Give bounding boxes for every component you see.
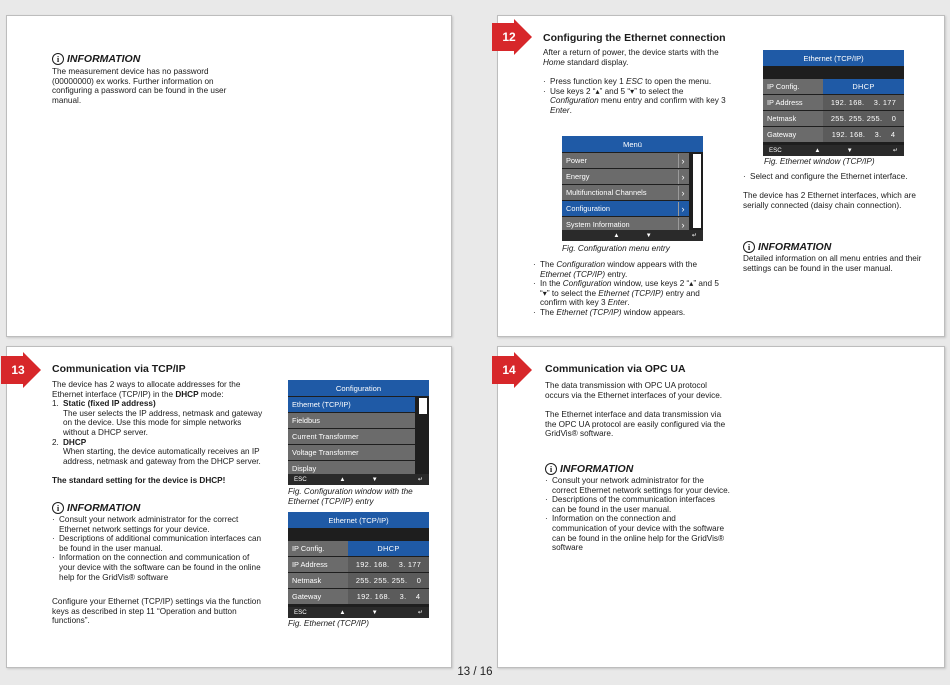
info-list [52, 515, 264, 582]
step-number: 12 [502, 30, 516, 44]
screen-footer [288, 474, 429, 485]
screen-footer [562, 230, 703, 241]
menu-item[interactable] [288, 445, 415, 460]
info-text: Detailed information on all menu entries and their settings can be found in the user manual. [743, 254, 922, 273]
info-heading [743, 241, 933, 253]
setting-label: IP Config. [288, 541, 348, 556]
info-heading [545, 463, 730, 475]
list-item: · Descriptions of the communication interfaces can be found in the user manual. [545, 495, 730, 514]
esc-label: ESC [294, 609, 307, 616]
menu-item-label: Current Transformer [292, 432, 359, 441]
list-item: · Consult your network administrator for the correct Ethernet network settings for your device. [52, 515, 264, 534]
menu-item-label: Power [566, 156, 587, 165]
setting-label: Netmask [288, 573, 348, 588]
figure-caption: Fig. Configuration menu entry [562, 244, 670, 253]
setting-row[interactable] [763, 111, 904, 126]
setting-row[interactable] [288, 557, 429, 572]
list-item: · Press function key 1 ESC to open the menu. [543, 77, 728, 87]
menu-item[interactable] [288, 429, 415, 444]
setting-row[interactable] [763, 79, 904, 94]
page-number: 13 / 16 [457, 666, 493, 678]
step-badge [1, 352, 41, 388]
info-heading [52, 502, 264, 514]
intro-text: The device has 2 ways to allocate addresses for the Ethernet interface (TCP/IP) in the DHCP mode: [52, 380, 241, 399]
intro-text: After a return of power, the device starts with the Home standard display. [543, 48, 719, 67]
setting-value: 192. 168. 3. 177 [348, 557, 429, 572]
list-item: · Descriptions of additional communication interfaces can be found in the user manual. [52, 534, 264, 553]
setting-value: 192. 168. 3. 4 [823, 127, 904, 142]
device-ethernet-screen [763, 50, 904, 156]
menu-item-label: Voltage Transformer [292, 448, 359, 457]
list-item: · In the Configuration window, use keys 2 “▴” and 5 “▾” to select the Ethernet (TCP/IP) entry and confirm with key 3 Enter. [533, 279, 723, 308]
chevron-right-icon: › [678, 218, 687, 232]
enter-icon: ↵ [417, 476, 423, 483]
scrollbar [419, 398, 427, 414]
arrow-up-icon: ▲ [339, 609, 346, 616]
figure-caption: Fig. Configuration window with the Ethernet (TCP/IP) entry [288, 487, 413, 506]
menu-item-label: Energy [566, 172, 590, 181]
body-text: The data transmission with OPC UA protocol occurs via the Ethernet interfaces of your device. [545, 381, 723, 400]
setting-label: IP Address [288, 557, 348, 572]
screen-title: Ethernet (TCP/IP) [763, 50, 904, 66]
menu-item[interactable] [288, 397, 415, 412]
chevron-right-icon: › [678, 202, 687, 216]
info-circle-icon: i [743, 241, 755, 253]
chevron-right-icon: › [678, 154, 687, 168]
chevron-right-icon: › [678, 186, 687, 200]
setting-value: 192. 168. 3. 177 [823, 95, 904, 110]
setting-row[interactable] [288, 589, 429, 604]
list-item: 1. Static (fixed IP address) The user selects the IP address, netmask and gateway on the device. Use this mode for simple networks without a DHCP server. [52, 399, 263, 437]
screen-title: Configuration [288, 380, 429, 396]
info-title: INFORMATION [67, 502, 141, 514]
info-title: INFORMATION [758, 241, 832, 253]
setting-label: Netmask [763, 111, 823, 126]
standard-note: The standard setting for the device is DHCP! [52, 476, 226, 486]
device-ethernet-screen [288, 512, 429, 618]
setting-value: 192. 168. 3. 4 [348, 589, 429, 604]
outro-text: Configure your Ethernet (TCP/IP) settings via the function keys as described in step 11 “Operation and button functions”. [52, 597, 261, 626]
list-item: · Consult your network administrator for the correct Ethernet network settings for your device. [545, 476, 730, 495]
info-title: INFORMATION [67, 53, 141, 65]
info-circle-icon: i [52, 53, 64, 65]
info-circle-icon: i [545, 463, 557, 475]
setting-label: Gateway [763, 127, 823, 142]
list-item: · The Ethernet (TCP/IP) window appears. [533, 308, 723, 318]
instruction-list [543, 77, 728, 115]
arrow-up-icon: ▲ [613, 232, 620, 239]
menu-item-label: Ethernet (TCP/IP) [292, 400, 351, 409]
list-item: · Information on the connection and communication of your device with the software can be found in the online help for the GridVis® software [52, 553, 264, 582]
step-number: 13 [11, 363, 25, 377]
setting-value: DHCP [348, 541, 429, 556]
setting-label: Gateway [288, 589, 348, 604]
step-12-panel [497, 15, 945, 337]
info-text: The measurement device has no password (00000000) ex works. Further information on configuring a password can be found in the user manual. [52, 67, 227, 105]
menu-item-label: Display [292, 464, 317, 473]
setting-label: IP Config. [763, 79, 823, 94]
setting-value: DHCP [823, 79, 904, 94]
section-title: Configuring the Ethernet connection [543, 32, 726, 44]
menu-item-label: Configuration [566, 204, 610, 213]
eth-bullet [743, 172, 928, 182]
screen-title: Ethernet (TCP/IP) [288, 512, 429, 528]
menu-item[interactable] [562, 201, 689, 216]
list-item: 2. DHCP When starting, the device automatically receives an IP address, netmask and gateway from the DHCP server. [52, 437, 261, 466]
info-circle-icon: i [52, 502, 64, 514]
enter-icon: ↵ [417, 609, 423, 616]
device-configuration-screen [288, 380, 429, 485]
list-item: · Use keys 2 “▴” and 5 “▾” to select the Configuration menu entry and confirm with key 3 Enter. [543, 87, 728, 116]
section-title: Communication via TCP/IP [52, 363, 186, 375]
screen-footer [288, 607, 429, 618]
enter-icon: ↵ [691, 232, 697, 239]
screen-footer [763, 145, 904, 156]
step-badge [492, 352, 532, 388]
info-title: INFORMATION [560, 463, 634, 475]
section-title: Communication via OPC UA [545, 363, 686, 375]
arrow-down-icon: ▼ [371, 609, 378, 616]
menu-item[interactable] [562, 169, 689, 184]
device-menu-screen [562, 136, 703, 241]
list-item: · The Configuration window appears with the Ethernet (TCP/IP) entry. [533, 260, 723, 279]
body-text: The Ethernet interface and data transmission via the OPC UA protocol are easily configured via the GridVis® software. [545, 410, 726, 439]
step-number: 14 [502, 363, 516, 377]
scrollbar [693, 154, 701, 228]
figure-caption: Fig. Ethernet (TCP/IP) [288, 619, 369, 628]
arrow-up-icon: ▴ [689, 279, 694, 289]
info-heading [52, 53, 237, 65]
setting-row[interactable] [763, 127, 904, 142]
setting-row[interactable] [763, 95, 904, 110]
screen-title: Menü [562, 136, 703, 152]
arrow-down-icon: ▼ [645, 232, 652, 239]
esc-label: ESC [769, 147, 782, 154]
list-item: · Information on the connection and communication of your device with the software can be found in the online help for the GridVis® software [545, 514, 730, 552]
chevron-right-icon: › [678, 170, 687, 184]
list-item: · Select and configure the Ethernet interface. [743, 172, 928, 182]
step-13-panel [6, 346, 452, 668]
step-badge [492, 19, 532, 55]
figure-caption: Fig. Ethernet window (TCP/IP) [764, 157, 875, 166]
instruction-list [533, 260, 723, 318]
esc-label: ESC [294, 476, 307, 483]
arrow-down-icon: ▼ [371, 476, 378, 483]
info-panel-password [6, 15, 452, 337]
setting-value: 255. 255. 255. 0 [823, 111, 904, 126]
step-14-panel [497, 346, 945, 668]
arrow-up-icon: ▲ [339, 476, 346, 483]
arrow-down-icon: ▾ [630, 86, 635, 96]
menu-item[interactable] [562, 153, 689, 168]
menu-item-label: Fieldbus [292, 416, 320, 425]
menu-item-label: System Information [566, 220, 630, 229]
arrow-up-icon: ▴ [595, 86, 600, 96]
arrow-down-icon: ▼ [846, 147, 853, 154]
setting-value: 255. 255. 255. 0 [348, 573, 429, 588]
setting-label: IP Address [763, 95, 823, 110]
info-list [545, 476, 730, 553]
eth-text: The device has 2 Ethernet interfaces, which are serially connected (daisy chain connection). [743, 191, 916, 210]
setting-row[interactable] [288, 573, 429, 588]
setting-row[interactable] [288, 541, 429, 556]
enter-icon: ↵ [892, 147, 898, 154]
body-text [52, 380, 264, 486]
arrow-up-icon: ▲ [814, 147, 821, 154]
menu-item[interactable] [562, 185, 689, 200]
menu-item[interactable] [288, 413, 415, 428]
menu-item-label: Multifunctional Channels [566, 188, 647, 197]
arrow-down-icon: ▾ [542, 288, 547, 298]
